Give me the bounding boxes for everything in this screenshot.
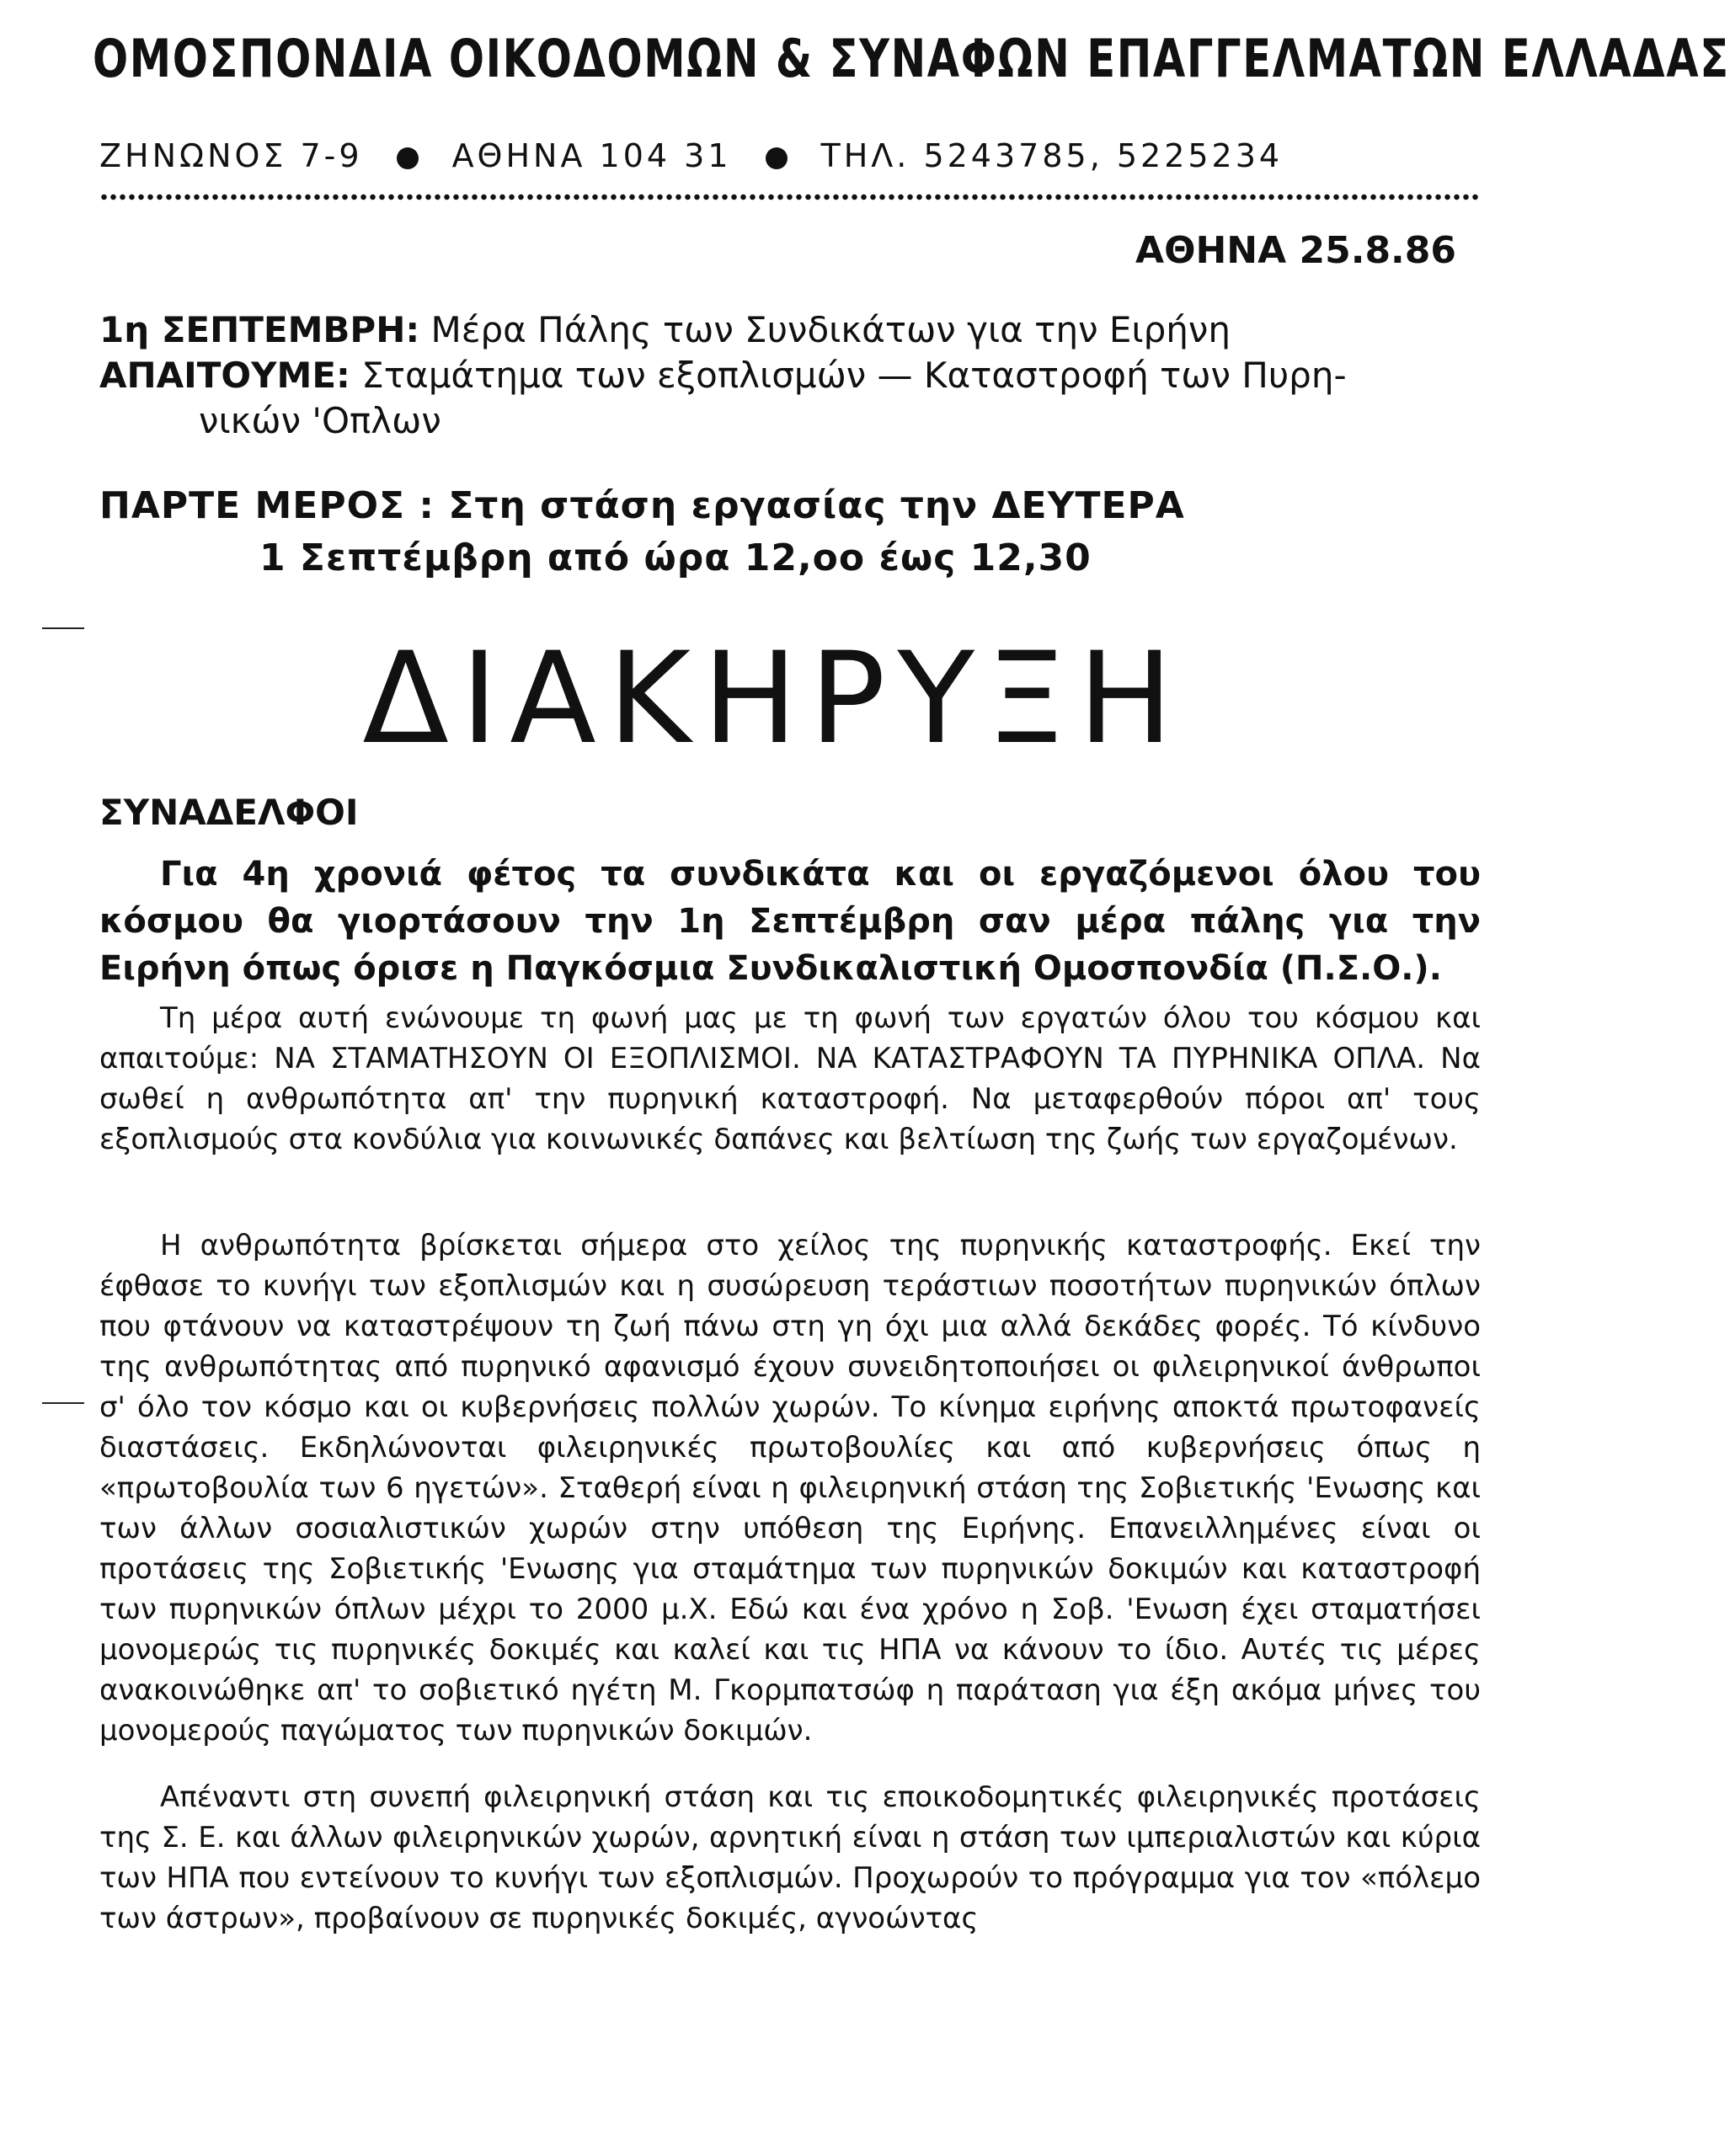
city-postcode: ΑΘΗΝΑ 104 31: [451, 137, 732, 174]
participate-text-1: Στη στάση εργασίας την ΔΕΥΤΕΡΑ: [448, 484, 1185, 527]
slogan-line-2: [99, 353, 1481, 398]
participate-block: [99, 480, 1481, 584]
participate-label: ΠΑΡΤΕ ΜΕΡΟΣ :: [99, 484, 435, 527]
slogan-line-3: νικών 'Οπλων: [199, 400, 441, 441]
slogan-label-2: ΑΠΑΙΤΟΥΜΕ:: [99, 355, 350, 396]
punch-mark: [42, 627, 84, 629]
slogan-line-1: [99, 307, 1481, 353]
participate-line-2: 1 Σεπτέμβρη από ώρα 12,οο έως 12,30: [259, 536, 1092, 579]
phone-numbers: ΤΗΛ. 5243785, 5225234: [820, 137, 1284, 174]
salutation: ΣΥΝΑΔΕΛΦΟΙ: [99, 792, 359, 833]
slogan-label-1: 1η ΣΕΠΤΕΜΒΡΗ:: [99, 309, 420, 350]
slogans-block: [99, 307, 1481, 444]
punch-mark: [42, 1402, 84, 1404]
slogan-text-1: Μέρα Πάλης των Συνδικάτων για την Ειρήνη: [430, 309, 1231, 350]
headline-declaration: ΔΙΑΚΗΡΥΞΗ: [362, 626, 1185, 772]
body-paragraph-3: Απέναντι στη συνεπή φιλειρηνική στάση και τις εποικοδομητικές φιλειρηνικές προτάσεις της Σ. Ε. και άλλων φιλειρηνικών χωρών, αρνητική είναι η στάση των ιμπεριαλιστών και κύρια των ΗΠΑ που εντείνουν το κυνήγι των εξοπλισμών. Προχωρούν το πρόγραμμα για τον «πόλεμο των άστρων», προβαίνουν σε πυρηνικές δοκιμές, αγνοώντας: [99, 1780, 1481, 1935]
body-paragraph-2: Η ανθρωπότητα βρίσκεται σήμερα στο χείλος της πυρηνικής καταστροφής. Εκεί την έφθασε το κυνήγι των εξοπλισμών και η συσώρευση τεράστιων ποσοτήτων πυρηνικών όπλων που φτάνουν να καταστρέψουν τη ζωή πάνω στη γη όχι μια αλλά δεκάδες φορές. Τό κίνδυνο της ανθρωπότητας από πυρηνικό αφανισμό έχουν συνειδητοποιήσει οι φιλειρηνικοί άνθρωποι σ' όλο τον κόσμο και οι κυβερνήσεις πολλών χωρών. Το κίνημα ειρήνης αποκτά πρωτοφανείς διαστάσεις. Εκδηλώνονται φιλειρηνικές πρωτοβουλίες και από κυβερνήσεις όπως η «πρωτοβουλία των 6 ηγετών». Σταθερή είναι η φιλειρηνική στάση της Σοβιετικής 'Ενωσης και των άλλων σοσιαλιστικών χωρών στην υπόθεση της Ειρήνης. Επανειλλημένες είναι οι προτάσεις της Σοβιετικής 'Ενωσης για σταμάτημα των πυρηνικών δοκιμών και καταστροφή των πυρηνικών όπλων μέχρι το 2000 μ.Χ. Εδώ και ένα χρόνο η Σοβ. 'Ενωση έχει σταματήσει μονομερώς τις πυρηνικές δοκιμές και καλεί και τις ΗΠΑ να κάνουν το ίδιο. Αυτές τις μέρες ανακοινώθηκε απ' το σοβιετικό ηγέτη Μ. Γκορμπατσώφ η παράταση για έξη ακόμα μήνες του μονομερούς παγώματος των πυρηνικών δοκιμών.: [99, 1229, 1481, 1748]
document-date: ΑΘΗΝΑ 25.8.86: [1135, 229, 1456, 272]
bullet-icon: [766, 147, 788, 169]
intro-paragraph: Για 4η χρονιά φέτος τα συνδικάτα και οι εργαζόμενοι όλου του κόσμου θα γιορτάσουν την 1η Σεπτέμβρη σαν μέρα πάλης για την Ειρήνη όπως όρισε η Παγκόσμια Συνδικαλιστική Ομοσπονδία (Π.Σ.Ο.).: [99, 855, 1481, 988]
address-line: [99, 135, 1481, 177]
organization-title: ΟΜΟΣΠΟΝΔΙΑ ΟΙΚΟΔΟΜΩΝ & ΣΥΝΑΦΩΝ ΕΠΑΓΓΕΛΜΑΤΩΝ ΕΛΛΑΔΑΣ: [93, 28, 1730, 89]
slogan-text-2: Σταμάτημα των εξοπλισμών — Καταστροφή των Πυρη-: [361, 355, 1347, 396]
participate-line-1: [99, 480, 1481, 532]
bullet-icon: [397, 147, 419, 169]
body-paragraph-1: Τη μέρα αυτή ενώνουμε τη φωνή μας με τη φωνή των εργατών όλου του κόσμου και απαιτούμε: ΝΑ ΣΤΑΜΑΤΗΣΟΥΝ ΟΙ ΕΞΟΠΛΙΣΜΟΙ. ΝΑ ΚΑΤΑΣΤΡΑΦΟΥΝ ΤΑ ΠΥΡΗΝΙΚΑ ΟΠΛΑ. Να σωθεί η ανθρωπότητα απ' την πυρηνική καταστροφή. Να μεταφερθούν πόροι απ' τους εξοπλισμούς στα κονδύλια για κοινωνικές δαπάνες και βελτίωση της ζωής των εργαζομένων.: [99, 1001, 1481, 1156]
dotted-divider: [99, 192, 1481, 202]
street-address: ΖΗΝΩΝΟΣ 7-9: [99, 137, 363, 174]
